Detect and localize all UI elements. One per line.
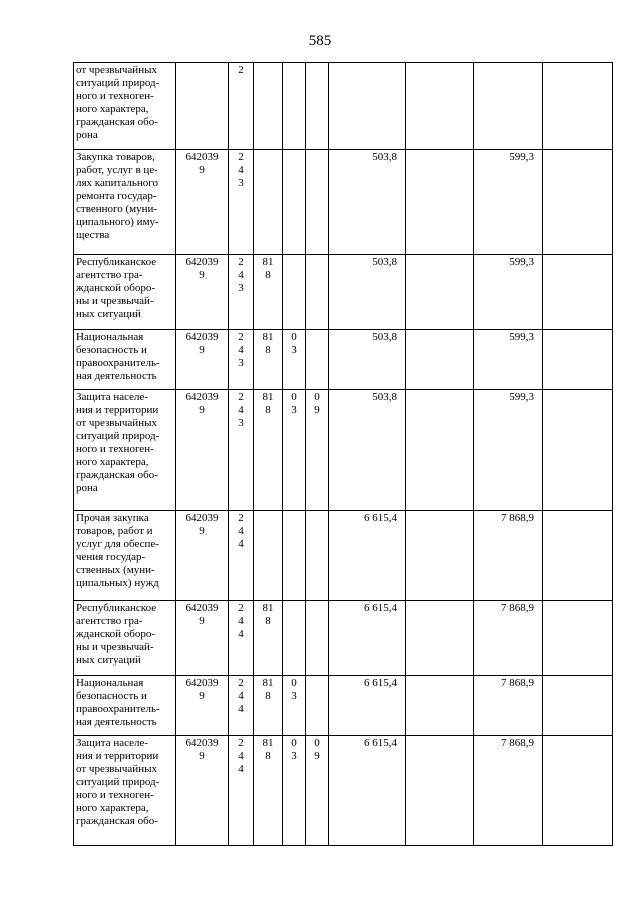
expense-type-cell-line: 4: [238, 538, 244, 550]
name-cell-line: ния и территории: [76, 750, 159, 762]
subsection-cell: [306, 676, 329, 736]
department-code-cell: [254, 390, 283, 511]
department-code-cell-line: 8: [265, 404, 271, 416]
name-cell-line: агентство гра-: [76, 269, 143, 281]
expense-type-cell-line: 2: [238, 64, 244, 76]
name-cell-line: ная деятельность: [76, 716, 157, 728]
expense-type-cell: [229, 676, 254, 736]
name-cell-line: ния и территории: [76, 404, 159, 416]
expense-type-cell-line: 3: [238, 417, 244, 429]
table-row: [74, 676, 613, 736]
name-cell-line: лях капитального: [76, 177, 159, 189]
amount-cell-1: 503,8: [329, 390, 406, 511]
target-code-cell-line: 9: [199, 269, 205, 281]
amount-cell-1: 6 615,4: [329, 736, 406, 846]
subsection-cell: [306, 390, 329, 511]
expense-type-cell-line: 4: [238, 750, 244, 762]
page-number: 585: [308, 33, 332, 49]
name-cell-line: гражданская обо-: [76, 469, 158, 481]
subsection-cell-line: 0: [314, 391, 320, 403]
target-code-cell: [176, 511, 229, 601]
name-cell-line: от чрезвычайных: [76, 64, 157, 76]
name-cell-line: жданской оборо-: [76, 282, 156, 294]
expense-type-cell: [229, 511, 254, 601]
name-cell-line: услуг для обеспе-: [76, 538, 159, 550]
section-cell: [283, 511, 306, 601]
name-cell-line: Защита населе-: [76, 737, 149, 749]
empty-cell: [406, 150, 474, 255]
name-cell-line: жданской оборо-: [76, 628, 156, 640]
target-code-cell-line: 9: [199, 525, 205, 537]
name-cell-line: рона: [76, 129, 98, 141]
department-code-cell-line: 81: [262, 602, 274, 614]
name-cell-line: ного характера,: [76, 103, 149, 115]
table-row: [74, 511, 613, 601]
department-code-cell-line: 81: [262, 391, 274, 403]
name-cell-line: ны и чрезвычай-: [76, 641, 154, 653]
name-cell-line: агентство гра-: [76, 615, 143, 627]
empty-cell: [543, 676, 613, 736]
expense-type-cell: [229, 736, 254, 846]
name-cell-line: ремонта государ-: [76, 190, 157, 202]
empty-cell: [543, 150, 613, 255]
amount-cell-1: 503,8: [329, 330, 406, 390]
department-code-cell: [254, 511, 283, 601]
section-cell-line: 3: [291, 690, 297, 702]
name-cell-line: щества: [76, 229, 110, 241]
name-cell-line: Национальная: [76, 331, 144, 343]
name-cell: [74, 601, 176, 676]
section-cell-line: 3: [291, 344, 297, 356]
expense-type-cell-line: 2: [238, 151, 244, 163]
expense-type-cell-line: 2: [238, 602, 244, 614]
table-body: [74, 63, 613, 846]
amount-cell-2: 7 868,9: [474, 736, 543, 846]
amount-cell-2: 7 868,9: [474, 601, 543, 676]
section-cell: [283, 736, 306, 846]
name-cell-line: ного и техноген-: [76, 789, 154, 801]
name-cell: [74, 676, 176, 736]
target-code-cell: [176, 63, 229, 150]
name-cell-line: ного характера,: [76, 802, 149, 814]
target-code-cell: [176, 255, 229, 330]
target-code-cell: [176, 601, 229, 676]
expense-type-cell-line: 4: [238, 164, 244, 176]
department-code-cell: [254, 330, 283, 390]
name-cell-line: ных ситуаций: [76, 308, 141, 320]
name-cell: [74, 330, 176, 390]
section-cell-line: 0: [291, 331, 297, 343]
subsection-cell-line: 0: [314, 737, 320, 749]
section-cell-line: 0: [291, 391, 297, 403]
table-row: [74, 150, 613, 255]
expense-type-cell: [229, 330, 254, 390]
section-cell-line: 3: [291, 750, 297, 762]
name-cell: [74, 150, 176, 255]
target-code-cell-line: 9: [199, 404, 205, 416]
amount-cell-1: 6 615,4: [329, 511, 406, 601]
name-cell: [74, 63, 176, 150]
empty-cell: [406, 255, 474, 330]
amount-cell-1: 6 615,4: [329, 676, 406, 736]
expense-type-cell-line: 2: [238, 331, 244, 343]
subsection-cell: [306, 330, 329, 390]
budget-table: [73, 62, 613, 846]
target-code-cell-line: 642039: [185, 391, 219, 403]
name-cell-line: Республиканское: [76, 256, 157, 268]
name-cell-line: гражданская обо-: [76, 116, 158, 128]
department-code-cell-line: 8: [265, 344, 271, 356]
target-code-cell: [176, 150, 229, 255]
expense-type-cell-line: 4: [238, 628, 244, 640]
empty-cell: [406, 390, 474, 511]
name-cell-line: гражданская обо-: [76, 815, 158, 827]
section-cell: [283, 676, 306, 736]
table-row: [74, 330, 613, 390]
target-code-cell-line: 9: [199, 750, 205, 762]
expense-type-cell-line: 3: [238, 357, 244, 369]
name-cell-line: ного и техноген-: [76, 443, 154, 455]
target-code-cell-line: 642039: [185, 602, 219, 614]
name-cell-line: Закупка товаров,: [76, 151, 155, 163]
expense-type-cell-line: 4: [238, 525, 244, 537]
department-code-cell-line: 8: [265, 615, 271, 627]
amount-cell-2: 599,3: [474, 255, 543, 330]
target-code-cell-line: 642039: [185, 677, 219, 689]
section-cell-line: 0: [291, 737, 297, 749]
expense-type-cell: [229, 150, 254, 255]
amount-cell-1: 6 615,4: [329, 601, 406, 676]
amount-cell-2: 599,3: [474, 330, 543, 390]
table-row: [74, 255, 613, 330]
target-code-cell: [176, 676, 229, 736]
target-code-cell: [176, 330, 229, 390]
amount-cell-2: 599,3: [474, 390, 543, 511]
empty-cell: [406, 63, 474, 150]
amount-cell-2: [474, 63, 543, 150]
name-cell-line: ного и техноген-: [76, 90, 154, 102]
amount-cell-2: 7 868,9: [474, 676, 543, 736]
expense-type-cell-line: 4: [238, 703, 244, 715]
empty-cell: [406, 511, 474, 601]
expense-type-cell-line: 2: [238, 737, 244, 749]
expense-type-cell: [229, 63, 254, 150]
department-code-cell-line: 8: [265, 269, 271, 281]
expense-type-cell-line: 4: [238, 269, 244, 281]
amount-cell-1: 503,8: [329, 150, 406, 255]
name-cell-line: ных ситуаций: [76, 654, 141, 666]
table-row: [74, 63, 613, 150]
empty-cell: [543, 390, 613, 511]
department-code-cell: [254, 601, 283, 676]
name-cell-line: правоохранитель-: [76, 703, 160, 715]
empty-cell: [543, 63, 613, 150]
subsection-cell: [306, 601, 329, 676]
subsection-cell-line: 9: [314, 750, 320, 762]
department-code-cell: [254, 63, 283, 150]
name-cell-line: ципального) иму-: [76, 216, 159, 228]
name-cell-line: правоохранитель-: [76, 357, 160, 369]
department-code-cell: [254, 736, 283, 846]
name-cell: [74, 736, 176, 846]
section-cell: [283, 150, 306, 255]
table-row: [74, 390, 613, 511]
department-code-cell-line: 8: [265, 750, 271, 762]
expense-type-cell-line: 3: [238, 177, 244, 189]
department-code-cell-line: 81: [262, 331, 274, 343]
name-cell-line: Национальная: [76, 677, 144, 689]
empty-cell: [406, 601, 474, 676]
section-cell: [283, 63, 306, 150]
expense-type-cell-line: 3: [238, 282, 244, 294]
name-cell-line: товаров, работ и: [76, 525, 153, 537]
target-code-cell-line: 9: [199, 164, 205, 176]
department-code-cell: [254, 676, 283, 736]
subsection-cell: [306, 63, 329, 150]
expense-type-cell: [229, 390, 254, 511]
expense-type-cell-line: 2: [238, 677, 244, 689]
department-code-cell-line: 81: [262, 677, 274, 689]
target-code-cell: [176, 390, 229, 511]
name-cell-line: Прочая закупка: [76, 512, 149, 524]
target-code-cell: [176, 736, 229, 846]
empty-cell: [543, 330, 613, 390]
section-cell: [283, 330, 306, 390]
target-code-cell-line: 9: [199, 615, 205, 627]
expense-type-cell: [229, 255, 254, 330]
empty-cell: [543, 255, 613, 330]
name-cell-line: ситуаций природ-: [76, 776, 160, 788]
name-cell: [74, 255, 176, 330]
expense-type-cell: [229, 601, 254, 676]
target-code-cell-line: 9: [199, 690, 205, 702]
empty-cell: [543, 511, 613, 601]
name-cell-line: ситуаций природ-: [76, 77, 160, 89]
department-code-cell-line: 81: [262, 737, 274, 749]
name-cell: [74, 511, 176, 601]
name-cell-line: Республиканское: [76, 602, 157, 614]
name-cell-line: работ, услуг в це-: [76, 164, 158, 176]
target-code-cell-line: 9: [199, 344, 205, 356]
target-code-cell-line: 642039: [185, 256, 219, 268]
expense-type-cell-line: 2: [238, 256, 244, 268]
name-cell-line: Защита населе-: [76, 391, 149, 403]
empty-cell: [406, 330, 474, 390]
department-code-cell-line: 8: [265, 690, 271, 702]
expense-type-cell-line: 4: [238, 763, 244, 775]
expense-type-cell-line: 4: [238, 404, 244, 416]
name-cell-line: безопасность и: [76, 690, 147, 702]
name-cell-line: безопасность и: [76, 344, 147, 356]
section-cell: [283, 255, 306, 330]
empty-cell: [543, 736, 613, 846]
name-cell-line: от чрезвычайных: [76, 417, 157, 429]
target-code-cell-line: 642039: [185, 737, 219, 749]
name-cell-line: ственного (муни-: [76, 203, 158, 215]
expense-type-cell-line: 4: [238, 344, 244, 356]
name-cell-line: ного характера,: [76, 456, 149, 468]
section-cell-line: 0: [291, 677, 297, 689]
target-code-cell-line: 642039: [185, 512, 219, 524]
subsection-cell-line: 9: [314, 404, 320, 416]
expense-type-cell-line: 4: [238, 615, 244, 627]
amount-cell-1: 503,8: [329, 255, 406, 330]
name-cell-line: ципальных) нужд: [76, 577, 159, 589]
subsection-cell: [306, 736, 329, 846]
name-cell-line: от чрезвычайных: [76, 763, 157, 775]
empty-cell: [406, 676, 474, 736]
empty-cell: [406, 736, 474, 846]
section-cell: [283, 601, 306, 676]
department-code-cell: [254, 150, 283, 255]
expense-type-cell-line: 4: [238, 690, 244, 702]
name-cell-line: рона: [76, 482, 98, 494]
subsection-cell: [306, 511, 329, 601]
department-code-cell: [254, 255, 283, 330]
expense-type-cell-line: 2: [238, 512, 244, 524]
table-row: [74, 601, 613, 676]
subsection-cell: [306, 255, 329, 330]
amount-cell-1: [329, 63, 406, 150]
target-code-cell-line: 642039: [185, 151, 219, 163]
amount-cell-2: 7 868,9: [474, 511, 543, 601]
name-cell-line: ны и чрезвычай-: [76, 295, 154, 307]
name-cell: [74, 390, 176, 511]
amount-cell-2: 599,3: [474, 150, 543, 255]
name-cell-line: ситуаций природ-: [76, 430, 160, 442]
table-row: [74, 736, 613, 846]
section-cell-line: 3: [291, 404, 297, 416]
target-code-cell-line: 642039: [185, 331, 219, 343]
empty-cell: [543, 601, 613, 676]
department-code-cell-line: 81: [262, 256, 274, 268]
subsection-cell: [306, 150, 329, 255]
name-cell-line: ная деятельность: [76, 370, 157, 382]
expense-type-cell-line: 2: [238, 391, 244, 403]
name-cell-line: чения государ-: [76, 551, 146, 563]
name-cell-line: ственных (муни-: [76, 564, 155, 576]
section-cell: [283, 390, 306, 511]
